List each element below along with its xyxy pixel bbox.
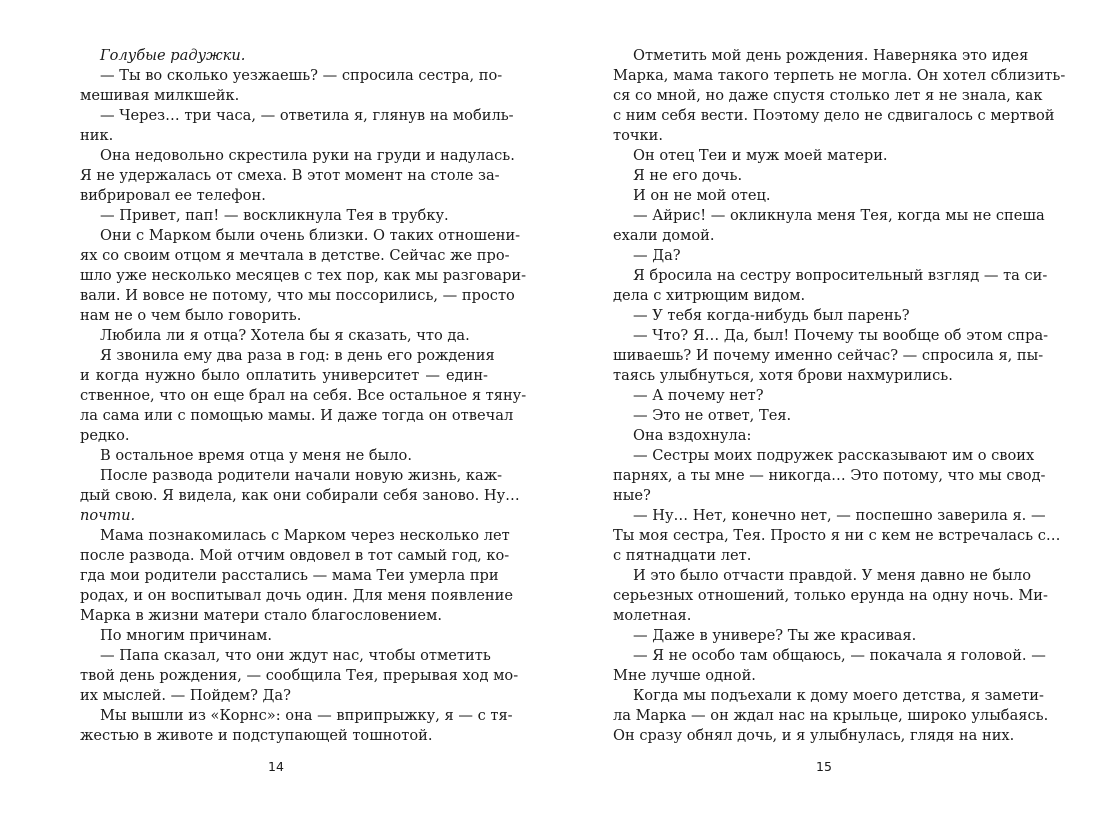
text-line: дела с хитрющим видом. — [613, 287, 806, 304]
text-line: Я бросила на сестру вопросительный взгляд — та си- — [633, 267, 1048, 284]
text-line: Он отец Теи и муж моей матери. — [633, 147, 888, 164]
text-line: шло уже несколько месяцев с тех пор, как мы разговари- — [80, 267, 527, 284]
text-line: и когда нужно было оплатить университет — един- — [80, 367, 488, 384]
text-line: — Айрис! — окликнула меня Тея, когда мы не спеша — [633, 207, 1045, 224]
text-line: — А почему нет? — [633, 387, 764, 404]
text-line: Я звонила ему два раза в год: в день его рождения — [100, 347, 495, 364]
text-line: И это было отчасти правдой. У меня давно не было — [633, 567, 1031, 584]
text-line: — Это не ответ, Тея. — [633, 407, 792, 424]
text-line: — Ты во сколько уезжаешь? — спросила сестра, по- — [100, 67, 503, 84]
text-line: дый свою. Я видела, как они собирали себя заново. Ну… — [80, 487, 520, 504]
text-line: — Сестры моих подружек рассказывают им о своих — [633, 447, 1035, 464]
text-line: вибрировал ее телефон. — [80, 187, 266, 204]
text-line: Мама познакомилась с Марком через несколько лет — [100, 527, 510, 544]
text-line: Она вздохнула: — [633, 427, 752, 444]
text-line: после развода. Мой отчим овдовел в тот самый год, ко- — [80, 547, 510, 564]
text-line: Мы вышли из «Корнс»: она — вприпрыжку, я — с тя- — [100, 707, 513, 724]
text-line: Он сразу обнял дочь, и я улыбнулась, глядя на них. — [613, 727, 1015, 744]
page-number-left: 14 — [268, 759, 284, 774]
text-line: жестью в животе и подступающей тошнотой. — [80, 727, 433, 744]
text-line: таясь улыбнуться, хотя брови нахмурились. — [613, 367, 953, 384]
text-line: И он не мой отец. — [633, 187, 771, 204]
left-page — [80, 46, 527, 746]
text-line: — Даже в универе? Ты же красивая. — [633, 627, 917, 644]
text-line: — Я не особо там общаюсь, — покачала я головой. — — [633, 647, 1046, 664]
text-line: Ты моя сестра, Тея. Просто я ни с кем не встречалась с… — [613, 527, 1061, 544]
text-line: — Папа сказал, что они ждут нас, чтобы отметить — [100, 647, 491, 664]
text-line: После развода родители начали новую жизнь, каж- — [100, 467, 503, 484]
text-line: — У тебя когда-нибудь был парень? — [633, 307, 910, 324]
text-line: Она недовольно скрестила руки на груди и надулась. — [100, 147, 515, 164]
text-line: ла сама или с помощью мамы. И даже тогда он отвечал — [80, 407, 514, 424]
text-line: почти. — [80, 507, 136, 524]
right-page — [613, 46, 1066, 746]
text-line: В остальное время отца у меня не было. — [100, 447, 412, 464]
text-line: — Ну… Нет, конечно нет, — поспешно заверила я. — — [633, 507, 1046, 524]
text-line: Марка в жизни матери стало благословением. — [80, 607, 442, 624]
text-line: с ним себя вести. Поэтому дело не сдвигалось с мертвой — [613, 107, 1055, 124]
text-line: серьезных отношений, только ерунда на одну ночь. Ми- — [613, 587, 1048, 604]
text-line: родах, и он воспитывал дочь один. Для меня появление — [80, 587, 513, 604]
text-line: Я не удержалась от смеха. В этот момент на столе за- — [80, 167, 500, 184]
text-line: с пятнадцати лет. — [613, 547, 752, 564]
page-number-right: 15 — [816, 759, 832, 774]
text-line: ся со мной, но даже спустя столько лет я не знала, как — [613, 87, 1043, 104]
text-line: редко. — [80, 427, 130, 444]
text-line: Я не его дочь. — [633, 167, 743, 184]
text-line: По многим причинам. — [100, 627, 272, 644]
text-line: Мне лучше одной. — [613, 667, 756, 684]
text-line: нам не о чем было говорить. — [80, 307, 302, 324]
text-line: Отметить мой день рождения. Наверняка это идея — [633, 47, 1029, 64]
text-line: твой день рождения, — сообщила Тея, прерывая ход мо- — [80, 667, 519, 684]
text-line: ехали домой. — [613, 227, 715, 244]
text-line: ла Марка — он ждал нас на крыльце, широко улыбаясь. — [613, 707, 1049, 724]
text-line: — Что? Я… Да, был! Почему ты вообще об этом спра- — [633, 327, 1049, 344]
text-line: ник. — [80, 127, 114, 144]
text-line: Любила ли я отца? Хотела бы я сказать, что да. — [100, 327, 470, 344]
text-line: их мыслей. — Пойдем? Да? — [80, 687, 291, 704]
text-line: Они с Марком были очень близки. О таких отношени- — [100, 227, 521, 244]
text-line: парнях, а ты мне — никогда… Это потому, что мы свод- — [613, 467, 1046, 484]
text-line: Марка, мама такого терпеть не могла. Он хотел сблизить- — [613, 67, 1066, 84]
text-line: ственное, что он еще брал на себя. Все остальное я тяну- — [80, 387, 527, 404]
text-line: молетная. — [613, 607, 692, 624]
text-line: Голубые радужки. — [100, 47, 246, 64]
text-line: вали. И вовсе не потому, что мы поссорились, — просто — [80, 287, 515, 304]
text-line: — Привет, пап! — воскликнула Тея в трубку. — [100, 207, 449, 224]
text-line: Когда мы подъехали к дому моего детства, я замети- — [633, 687, 1044, 704]
text-line: ные? — [613, 487, 651, 504]
text-line: гда мои родители расстались — мама Теи умерла при — [80, 567, 499, 584]
text-line: точки. — [613, 127, 663, 144]
text-line: ях со своим отцом я мечтала в детстве. Сейчас же про- — [80, 247, 510, 264]
text-line: шиваешь? И почему именно сейчас? — спросила я, пы- — [613, 347, 1044, 364]
text-line: — Да? — [633, 247, 681, 264]
text-line: мешивая милкшейк. — [80, 87, 240, 104]
text-line: — Через… три часа, — ответила я, глянув на мобиль- — [100, 107, 514, 124]
